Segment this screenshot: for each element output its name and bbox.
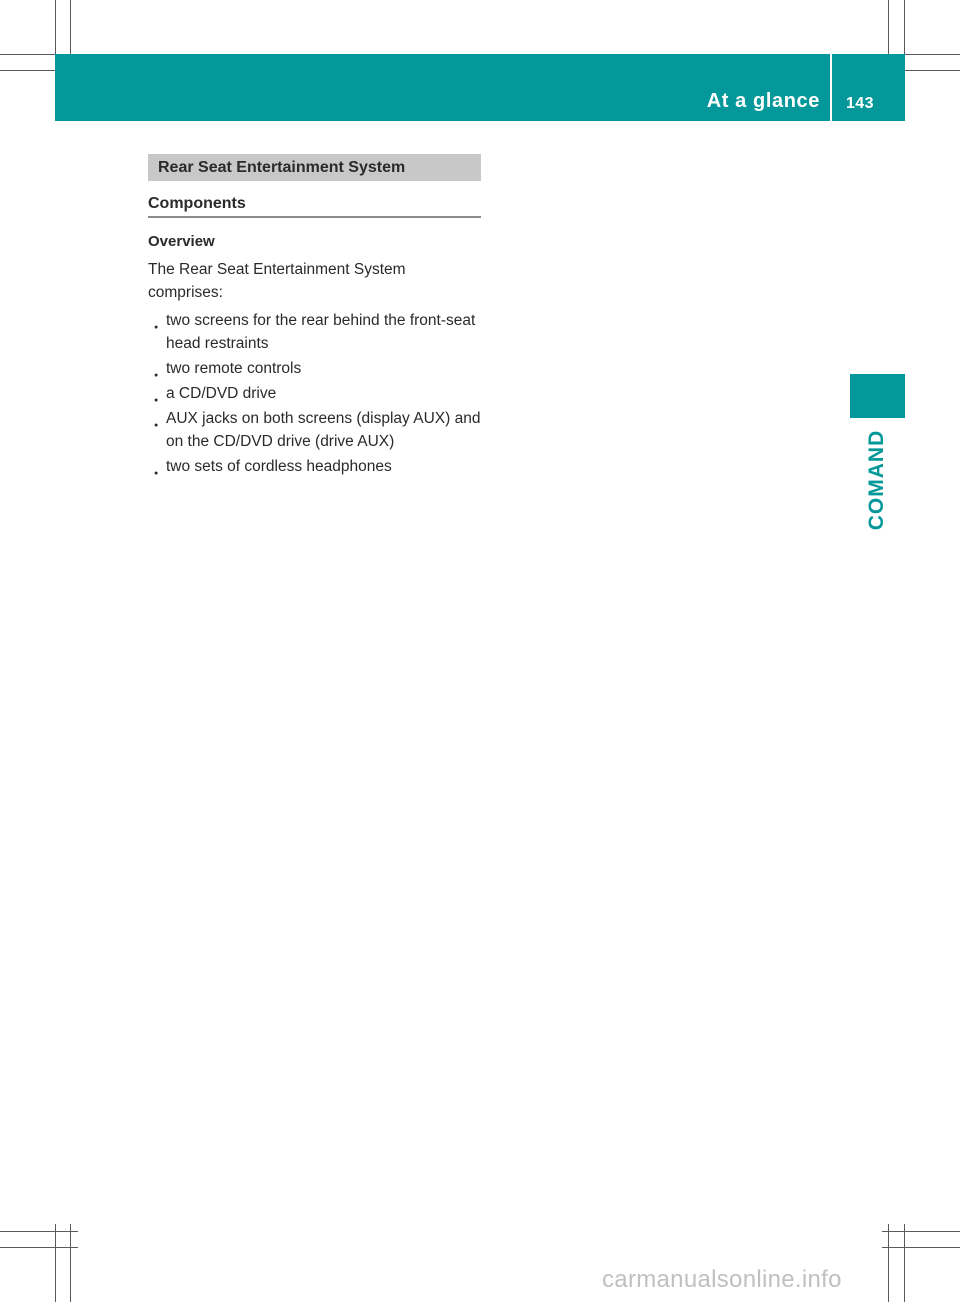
list-item: [148, 455, 483, 478]
intro-paragraph: The Rear Seat Entertainment System comprises:: [148, 261, 406, 301]
watermark: carmanualsonline.info: [602, 1266, 842, 1293]
crop-mark: [882, 1231, 960, 1232]
section-title: Rear Seat Entertainment System: [158, 159, 406, 176]
list-item: [148, 309, 483, 355]
crop-mark: [0, 1247, 78, 1248]
header-title: At a glance: [706, 90, 820, 112]
bullet-list: [148, 309, 483, 480]
crop-mark: [0, 1231, 78, 1232]
side-tab-label: COMAND: [865, 429, 888, 531]
section-title-bar: [148, 154, 481, 181]
bullet-icon: ●: [154, 397, 159, 404]
subheading: Components: [148, 195, 246, 212]
list-item: [148, 382, 483, 405]
bullet-icon: ●: [154, 470, 159, 477]
subheading-rule: [148, 216, 481, 218]
list-item: [148, 357, 483, 380]
list-item-text: AUX jacks on both screens (display AUX) and on the CD/DVD drive (drive AUX): [166, 410, 481, 450]
crop-mark: [55, 1224, 56, 1302]
list-item-text: a CD/DVD drive: [166, 385, 277, 402]
list-item: [148, 407, 483, 453]
bullet-icon: ●: [154, 372, 159, 379]
header-divider: [830, 54, 832, 121]
page-number: 143: [846, 95, 874, 112]
list-item-text: two screens for the rear behind the front-seat head restraints: [166, 312, 476, 352]
crop-mark: [888, 1224, 889, 1302]
crop-mark: [904, 1224, 905, 1302]
list-item-text: two sets of cordless headphones: [166, 458, 392, 475]
bullet-icon: ●: [154, 422, 159, 429]
crop-mark: [882, 1247, 960, 1248]
list-item-text: two remote controls: [166, 360, 302, 377]
crop-mark: [70, 1224, 71, 1302]
bullet-icon: ●: [154, 324, 159, 331]
side-tab-marker: [850, 374, 905, 418]
overview-heading: Overview: [148, 233, 215, 250]
